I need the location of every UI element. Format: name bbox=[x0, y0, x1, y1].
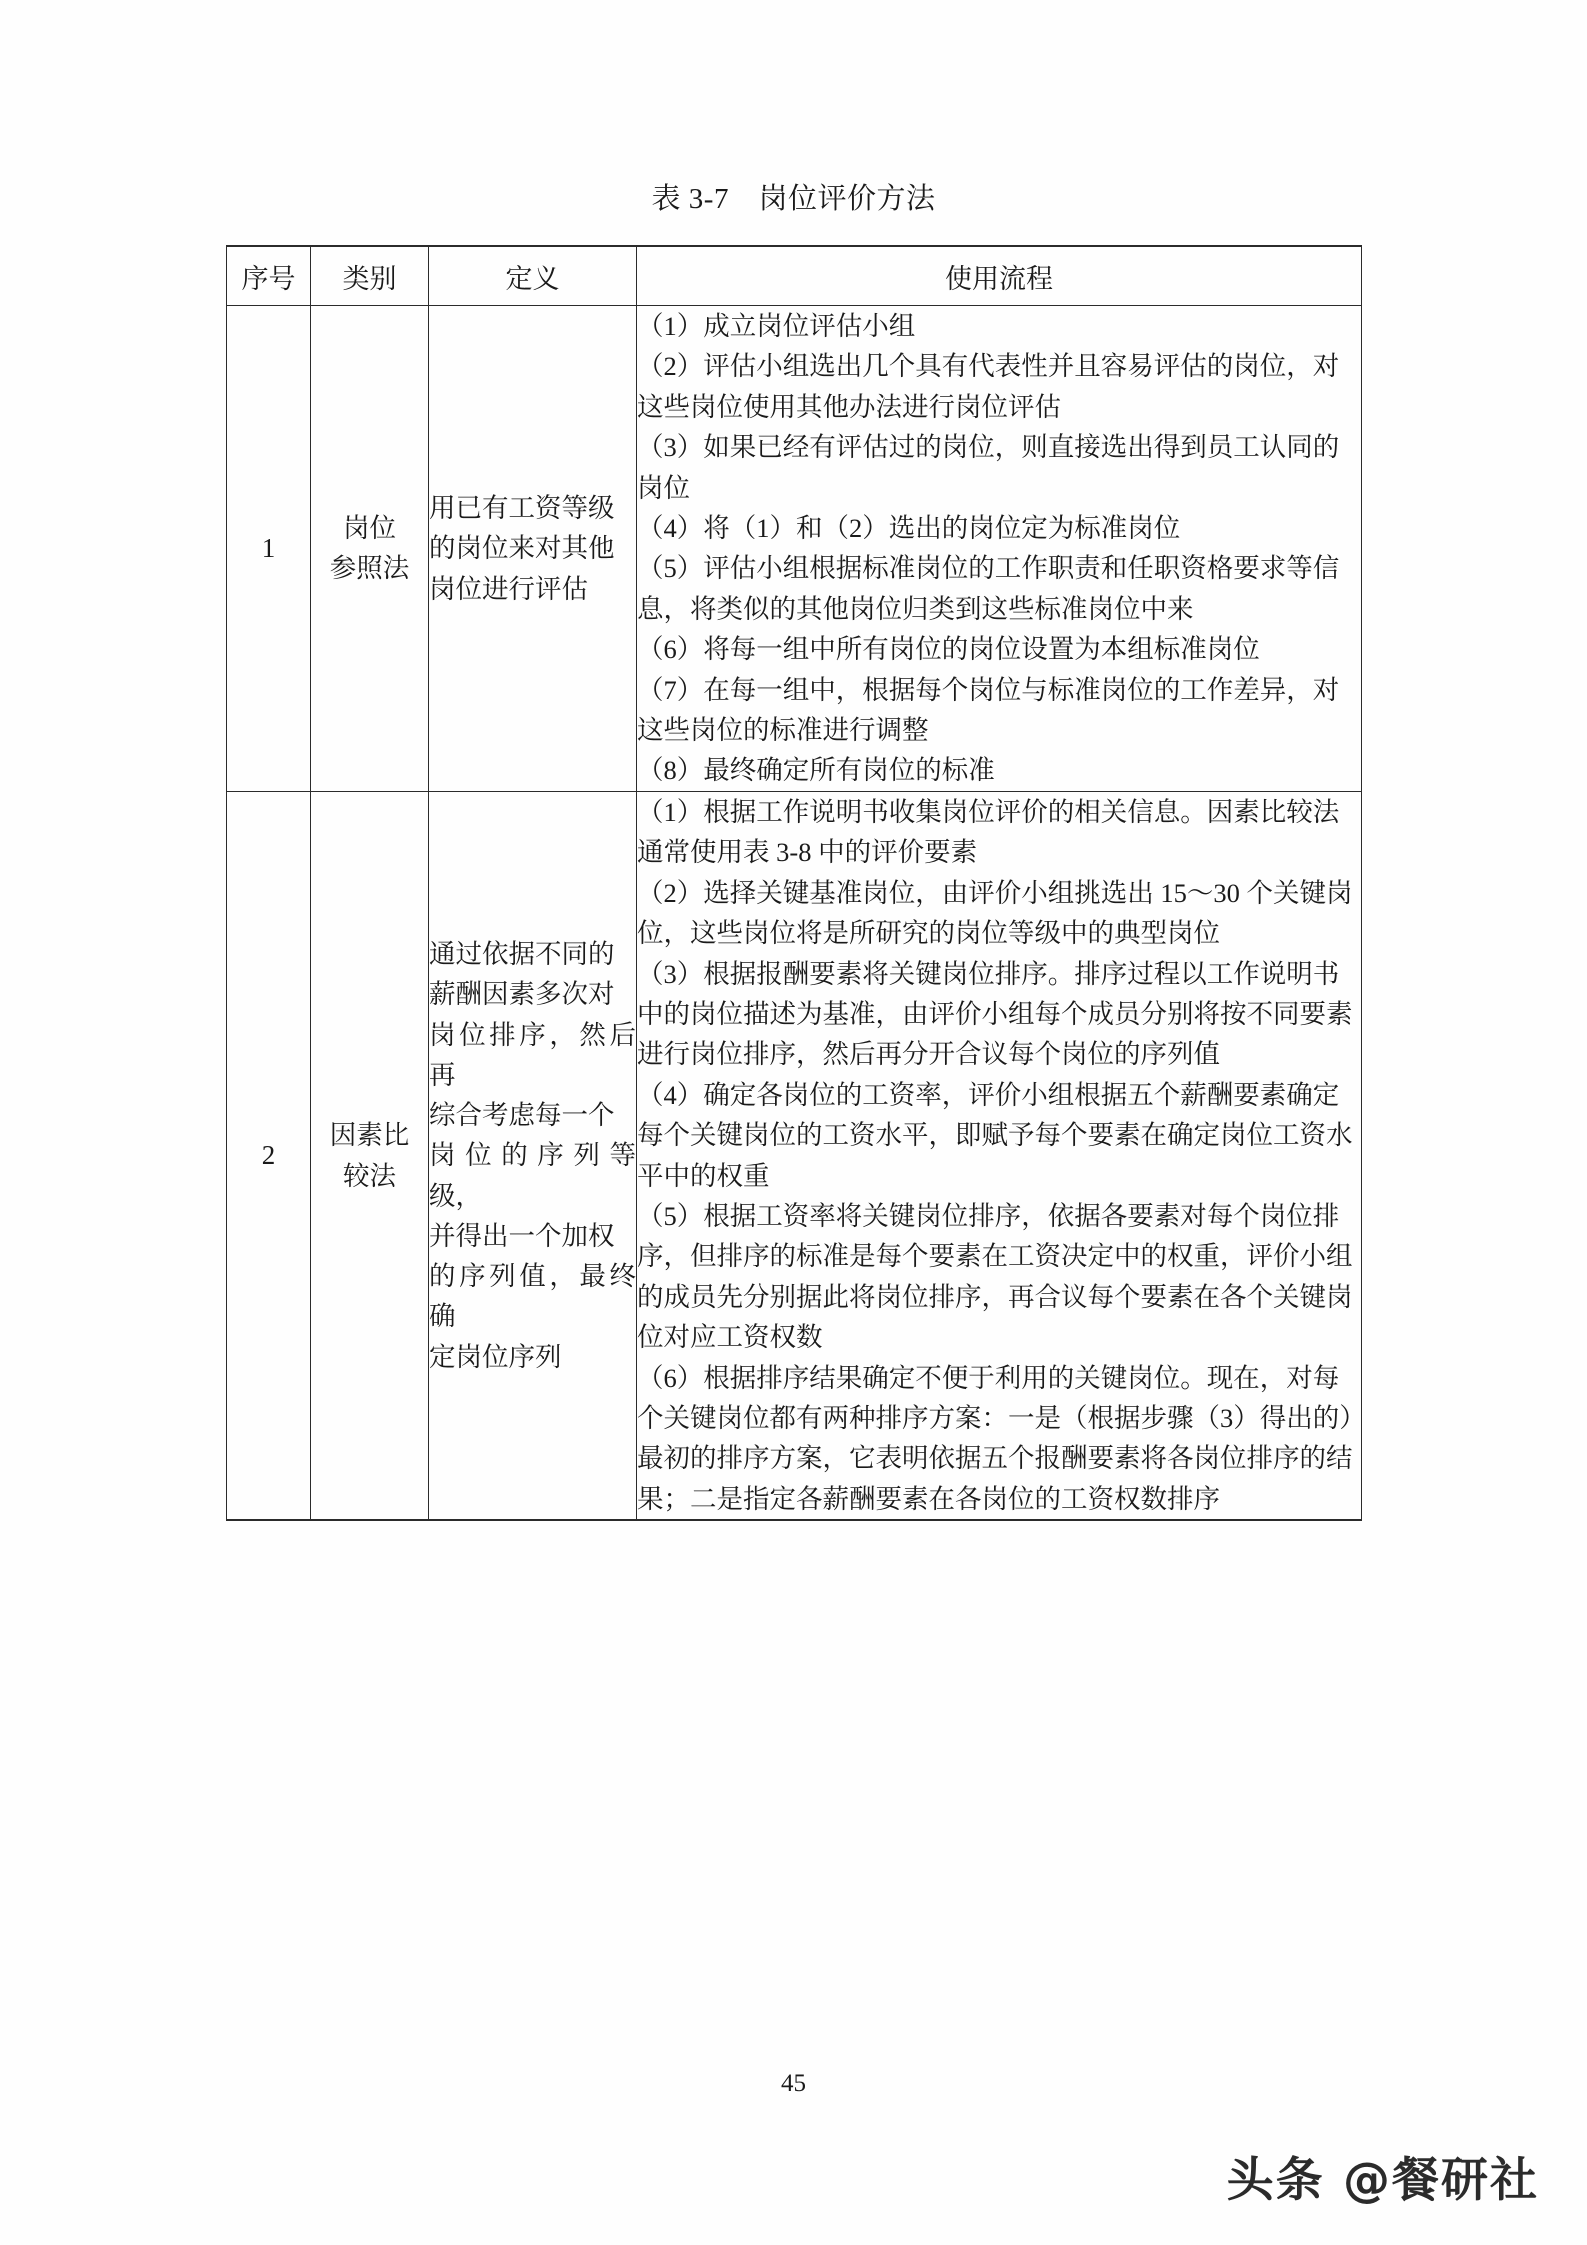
definition-line: 薪酬因素多次对 bbox=[429, 979, 615, 1010]
row-definition bbox=[429, 791, 637, 1520]
definition-line: 并得出一个加权 bbox=[429, 1220, 615, 1251]
page-number: 45 bbox=[781, 2070, 806, 2097]
definition-line: 定岗位序列 bbox=[429, 1341, 562, 1372]
row-no: 1 bbox=[227, 306, 311, 792]
table-body bbox=[227, 306, 1362, 1521]
process-step: （5）评估小组根据标准岗位的工作职责和任职资格要求等信息，将类似的其他岗位归类到这些标准岗位中来 bbox=[637, 553, 1340, 624]
definition-line: 岗位的序列等级， bbox=[429, 1140, 636, 1211]
definition-line: 岗位进行评估 bbox=[429, 573, 588, 604]
category-line: 较法 bbox=[343, 1160, 396, 1191]
row-definition bbox=[429, 306, 637, 792]
process-step: （8）最终确定所有岗位的标准 bbox=[637, 755, 995, 786]
column-header-category: 类别 bbox=[311, 246, 429, 306]
process-step: （2）选择关键基准岗位，由评价小组挑选出 15～30 个关键岗位，这些岗位将是所研究的岗位等级中的典型岗位 bbox=[637, 877, 1353, 949]
page-title: 表 3-7 岗位评价方法 bbox=[651, 183, 936, 215]
column-header-process: 使用流程 bbox=[637, 246, 1362, 306]
definition-line: 通过依据不同的 bbox=[429, 939, 615, 970]
definition-line: 的序列值，最终确 bbox=[429, 1261, 636, 1332]
row-process bbox=[637, 791, 1362, 1520]
process-step: （3）根据报酬要素将关键岗位排序。排序过程以工作说明书中的岗位描述为基准，由评价小组每个成员分别将按不同要素进行岗位排序，然后再分开合议每个岗位的序列值 bbox=[637, 958, 1353, 1070]
process-step: （2）评估小组选出几个具有代表性并且容易评估的岗位，对这些岗位使用其他办法进行岗位评估 bbox=[637, 351, 1340, 422]
job-evaluation-methods-table bbox=[226, 245, 1362, 1521]
row-category bbox=[311, 306, 429, 792]
process-step: （6）将每一组中所有岗位的岗位设置为本组标准岗位 bbox=[637, 634, 1260, 665]
process-step: （3）如果已经有评估过的岗位，则直接选出得到员工认同的岗位 bbox=[637, 432, 1340, 503]
table-row bbox=[227, 306, 1362, 792]
process-step: （5）根据工资率将关键岗位排序，依据各要素对每个岗位排序，但排序的标准是每个要素在工资决定中的权重，评价小组的成员先分别据此将岗位排序，再合议每个要素在各个关键岗位对应工资权数 bbox=[637, 1200, 1353, 1353]
table-row bbox=[227, 791, 1362, 1520]
process-step: （4）确定各岗位的工资率，评价小组根据五个薪酬要素确定每个关键岗位的工资水平，即赋予每个要素在确定岗位工资水平中的权重 bbox=[637, 1079, 1353, 1191]
process-step: （7）在每一组中，根据每个岗位与标准岗位的工作差异，对这些岗位的标准进行调整 bbox=[637, 674, 1340, 746]
definition-line: 综合考虑每一个 bbox=[429, 1100, 615, 1131]
category-line: 参照法 bbox=[329, 553, 410, 584]
process-step: （4）将（1）和（2）选出的岗位定为标准岗位 bbox=[637, 513, 1181, 544]
definition-line: 用已有工资等级 bbox=[429, 493, 615, 524]
process-step: （1）根据工作说明书收集岗位评价的相关信息。因素比较法通常使用表 3-8 中的评价要素 bbox=[637, 796, 1340, 868]
table-header-row bbox=[227, 246, 1362, 306]
definition-line: 岗位排序，然后再 bbox=[429, 1019, 636, 1090]
row-no: 2 bbox=[227, 791, 311, 1520]
table-header bbox=[227, 246, 1362, 306]
column-header-definition: 定义 bbox=[429, 246, 637, 306]
row-process bbox=[637, 306, 1362, 792]
row-category bbox=[311, 791, 429, 1520]
watermark: 头条 @餐研社 bbox=[1226, 2153, 1539, 2208]
category-line: 岗位 bbox=[343, 513, 396, 544]
definition-line: 的岗位来对其他 bbox=[429, 533, 615, 564]
process-step: （1）成立岗位评估小组 bbox=[637, 311, 916, 341]
category-line: 因素比 bbox=[329, 1120, 410, 1151]
column-header-no: 序号 bbox=[227, 246, 311, 306]
process-step: （6）根据排序结果确定不便于利用的关键岗位。现在，对每个关键岗位都有两种排序方案：一是（根据步骤（3）得出的）最初的排序方案，它表明依据五个报酬要素将各岗位排序的结果；二是指定各薪酬要素在各岗位的工资权数排序 bbox=[637, 1362, 1353, 1514]
